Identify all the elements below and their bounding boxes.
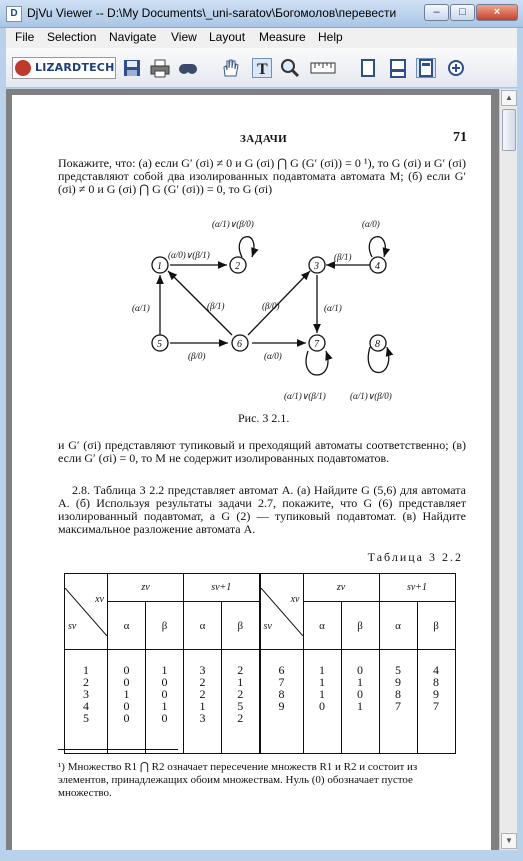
header-beta: β xyxy=(222,602,260,650)
output-beta-right: 0 1 0 1 xyxy=(341,650,379,754)
label-edge-1-2: (α/0)∨(β/1) xyxy=(168,250,210,260)
toolbar xyxy=(6,48,517,88)
page-number: 71 xyxy=(453,130,467,145)
state-column-right: 6 7 8 9 xyxy=(260,650,304,754)
label-loop-8: (α/1)∨(β/0) xyxy=(350,391,392,401)
label-edge-6-1: (β/1) xyxy=(207,301,225,311)
node-1-label: 1 xyxy=(157,261,162,272)
window-frame-bottom xyxy=(0,850,523,861)
loop-7 xyxy=(306,351,328,375)
header-s-next-left: sν+1 xyxy=(184,574,260,602)
menu-view[interactable]: View xyxy=(171,30,197,44)
header-alpha: α xyxy=(379,602,417,650)
output-alpha-right: 1 1 1 0 xyxy=(303,650,341,754)
close-button[interactable]: × xyxy=(476,4,518,21)
output-alpha-left: 0 0 1 0 0 xyxy=(108,650,146,754)
footnote-rule xyxy=(58,749,178,750)
svg-text:T: T xyxy=(257,61,268,77)
footnote: ¹) Множество R1 ⋂ R2 означает пересечение множеств R1 и R2 и состоит из элементов, принадлежащих обоим множествам. Нуль (0) обозначает пустое множество. xyxy=(58,761,418,799)
menu-layout[interactable]: Layout xyxy=(209,30,246,44)
menu-measure[interactable]: Measure xyxy=(259,30,306,44)
scroll-thumb[interactable] xyxy=(502,109,516,151)
page-header: ЗАДАЧИ xyxy=(240,133,288,145)
text-select-icon[interactable] xyxy=(252,58,272,78)
node-8-label: 8 xyxy=(375,339,380,350)
header-alpha: α xyxy=(184,602,222,650)
find-icon[interactable] xyxy=(178,58,198,78)
facing-page-icon[interactable] xyxy=(416,58,436,78)
state-diagram xyxy=(112,213,452,413)
menu-bar xyxy=(6,28,517,48)
next-alpha-left: 3 2 2 1 3 xyxy=(184,650,222,754)
menu-help[interactable]: Help xyxy=(318,30,343,44)
zoom-in-icon[interactable] xyxy=(446,58,466,78)
scroll-down-button[interactable]: ▼ xyxy=(501,833,517,849)
node-3-label: 3 xyxy=(314,261,319,272)
corner-s-label: sν xyxy=(68,620,77,632)
node-2-label: 2 xyxy=(235,261,240,272)
header-alpha: α xyxy=(108,602,146,650)
table-corner-cell-left xyxy=(65,574,108,650)
label-loop-4: (α/0) xyxy=(362,219,380,229)
label-edge-6-3: (β/0) xyxy=(262,301,280,311)
paragraph-3: 2.8. Таблица 3 2.2 представляет автомат A. (а) Найдите G (5,6) для автомата A. (б) Используя результаты задачи 2.7, покажите, что G (6) представляет изолированный подавтомат, а G (2) — тупиковый подавтомат. (в) Найдите максимальное разложение автомата A. xyxy=(58,483,466,536)
automaton-table xyxy=(64,573,456,754)
header-s-next-right: sν+1 xyxy=(379,574,455,602)
ruler-icon[interactable] xyxy=(310,58,336,78)
corner-x-label-right: xν xyxy=(290,593,300,605)
print-icon[interactable] xyxy=(150,58,170,78)
next-beta-right: 4 8 9 7 xyxy=(417,650,455,754)
menu-file[interactable]: File xyxy=(15,30,35,44)
maximize-button[interactable]: □ xyxy=(450,4,475,21)
document-page xyxy=(12,95,491,856)
node-5-label: 5 xyxy=(157,339,162,350)
menu-selection[interactable]: Selection xyxy=(47,30,97,44)
figure-caption: Рис. 3 2.1. xyxy=(238,411,290,425)
label-loop-2: (α/1)∨(β/0) xyxy=(212,219,254,229)
save-icon[interactable] xyxy=(122,58,142,78)
label-edge-4-3: (β/1) xyxy=(334,252,352,262)
document-viewport[interactable] xyxy=(6,89,499,850)
label-edge-6-7: (α/0) xyxy=(264,351,282,361)
title-bar xyxy=(0,0,523,28)
label-edge-5-1: (α/1) xyxy=(132,303,150,313)
node-6-label: 6 xyxy=(237,339,242,350)
lizard-logo-icon xyxy=(15,60,31,76)
scroll-up-button[interactable]: ▲ xyxy=(501,90,517,106)
paragraph-2: и G′ (σi) представляют тупиковый и преходящий автоматы соответственно; (в) если G′ (σi) = 0, то M не содержит изолированных подавтоматов. xyxy=(58,438,466,465)
header-z-left: zν xyxy=(108,574,184,602)
next-alpha-right: 5 9 8 7 xyxy=(379,650,417,754)
logo-text: LIZARDTECH xyxy=(35,61,115,74)
hand-icon[interactable] xyxy=(220,58,240,78)
state-column-left: 1 2 3 4 5 xyxy=(65,650,108,754)
label-loop-7: (α/1)∨(β/1) xyxy=(284,391,326,401)
next-beta-left: 2 1 2 5 2 xyxy=(222,650,260,754)
header-beta: β xyxy=(341,602,379,650)
continuous-page-icon[interactable] xyxy=(388,58,408,78)
vertical-scrollbar[interactable] xyxy=(499,89,517,850)
loop-4 xyxy=(369,237,385,257)
lizardtech-logo[interactable] xyxy=(12,57,116,79)
corner-s-label-right: sν xyxy=(263,620,272,632)
label-edge-5-6: (β/0) xyxy=(188,351,206,361)
header-beta: β xyxy=(146,602,184,650)
output-beta-left: 1 0 0 1 0 xyxy=(146,650,184,754)
label-edge-3-7: (α/1) xyxy=(324,303,342,313)
node-7-label: 7 xyxy=(314,339,319,350)
paragraph-1: Покажите, что: (а) если G′ (σi) ≠ 0 и G (σi) ⋂ G (G′ (σi)) = 0 ¹), то G (σi) и G′ (σi) представляют собой два изолированных подавтомата автомата M; (б) если G′ (σi) ≠ 0 и G (σi) ⋂ G (G′ (σi)) = 0, то G (σi) xyxy=(58,156,466,196)
zoom-icon[interactable] xyxy=(280,58,300,78)
menu-navigate[interactable]: Navigate xyxy=(109,30,157,44)
header-beta: β xyxy=(417,602,455,650)
node-4-label: 4 xyxy=(375,261,380,272)
table-corner-cell-right xyxy=(260,574,304,650)
header-alpha: α xyxy=(303,602,341,650)
single-page-icon[interactable] xyxy=(358,58,378,78)
header-z-right: zν xyxy=(303,574,379,602)
corner-x-label: xν xyxy=(95,593,104,605)
loop-2 xyxy=(239,237,254,257)
window-title: DjVu Viewer -- D:\My Documents\_uni-saratov\Богомолов\перевести xyxy=(27,6,397,20)
minimize-button[interactable]: – xyxy=(424,4,449,21)
app-icon: D xyxy=(6,6,22,22)
table-caption: Таблица 3 2.2 xyxy=(367,550,463,564)
